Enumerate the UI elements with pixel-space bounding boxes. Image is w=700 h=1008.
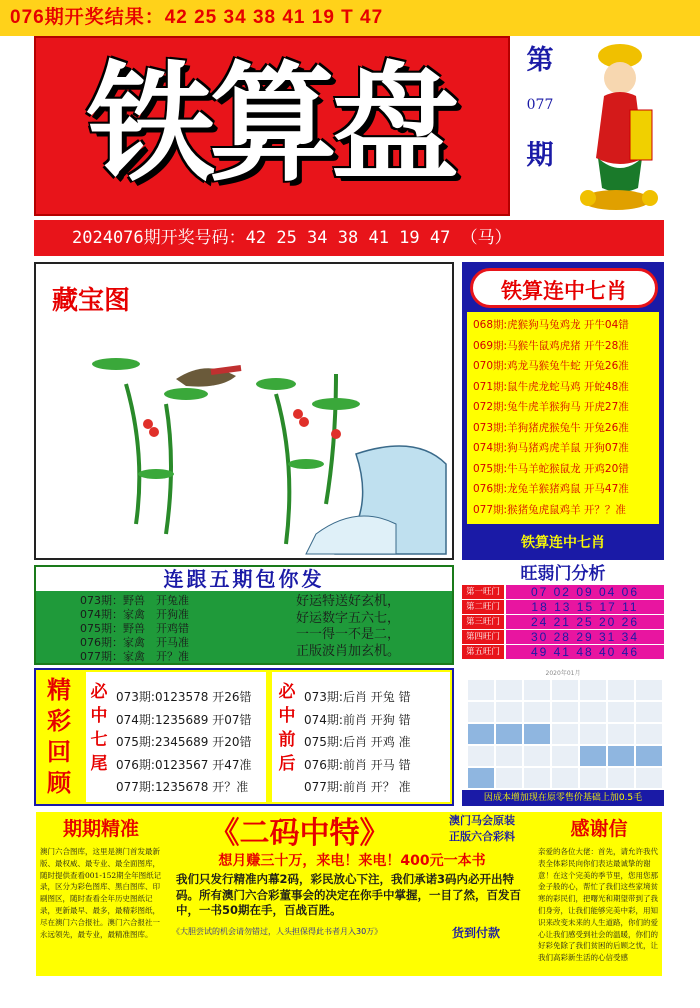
list-item: 069期:马猴牛鼠鸡虎猪 开牛28准 xyxy=(473,339,629,352)
calendar-grid xyxy=(462,676,664,790)
seven-zodiac-title: 铁算连中七肖 xyxy=(470,268,658,308)
tail-char: 必 xyxy=(90,682,108,702)
issue-number-box xyxy=(515,38,565,216)
list-item: 075期:2345689 开20错 xyxy=(116,735,252,749)
list-item: 074期：家禽 开狗准 xyxy=(80,608,189,621)
list-item: 077期：家禽 开？准 xyxy=(80,650,189,663)
strong-door-label: 第三旺门 xyxy=(462,615,504,629)
front-char: 中 xyxy=(278,706,296,726)
list-item: 074期:狗马猪鸡虎羊鼠 开狗07准 xyxy=(473,442,629,454)
strong-door-numbers: 24 21 25 20 26 xyxy=(506,615,664,629)
poem-line: 好运数字五六七， xyxy=(296,610,401,626)
strong-door-label: 第五旺门 xyxy=(462,645,504,659)
thanks-title: 感谢信 xyxy=(570,818,628,840)
list-item: 073期:后肖 开兔 错 xyxy=(304,690,411,704)
two-code-body: 我们只发行精准内幕2码，彩民放心下注，我们承诺3码内必开出特码。所有澳门六合彩董事会的决定在你手中掌握，一目了然，百发百中，一书50期在手，百战百胜。 xyxy=(176,872,521,917)
five-period-title: 连跟五期包你发 xyxy=(36,567,452,591)
strong-weak-title: 旺弱门分析 xyxy=(520,564,606,584)
strong-door-numbers: 49 41 48 40 46 xyxy=(506,645,664,659)
list-item: 074期:前肖 开狗 错 xyxy=(304,712,411,727)
accurate-text: 澳门六合图库，这里是澳门首发最新版、最权威、最专业、最全面图库，随时提供查看001-152期全年图纸记录，区分为彩色图库、黑白图库、印刷图区，随时查看全年历史图纸记录，更新最早、最多，最精彩图纸，尽在澳门六合报社。澳门六合报社一永远领先，最专业，最精准图库。 xyxy=(40,847,162,939)
front-char: 前 xyxy=(278,730,296,750)
seven-tail-list xyxy=(116,686,251,799)
seven-zodiac-list xyxy=(467,312,659,524)
five-period-list xyxy=(80,594,280,664)
strong-door-numbers: 07 02 09 04 06 xyxy=(506,585,664,599)
list-item: 070期:鸡龙马猴兔牛蛇 开兔26准 xyxy=(473,360,629,372)
strong-door-numbers: 30 28 29 31 34 xyxy=(506,630,664,644)
calendar-image xyxy=(462,668,664,790)
cash-on-delivery: 货到付款 xyxy=(452,926,501,940)
accurate-title: 期期精准 xyxy=(62,818,139,840)
strong-door-row xyxy=(462,600,664,614)
strong-door-row xyxy=(462,585,664,599)
list-item: 073期：野兽 开兔准 xyxy=(80,594,189,607)
strong-door-numbers: 18 13 15 17 11 xyxy=(506,600,664,614)
list-item: 077期:前肖 开？ 准 xyxy=(304,780,411,794)
treasure-map-title: 藏宝图 xyxy=(52,286,131,316)
review-label xyxy=(40,674,78,800)
review-char: 顾 xyxy=(47,768,71,797)
five-period-poem xyxy=(296,594,446,660)
strong-door-row xyxy=(462,645,664,659)
tail-char: 中 xyxy=(90,706,108,726)
list-item: 075期:后肖 开鸡 准 xyxy=(304,735,411,749)
two-code-subtitle: 正版六合彩料 xyxy=(449,830,515,843)
list-item: 076期:龙兔羊猴猪鸡鼠 开马47准 xyxy=(473,483,629,495)
list-item: 073期:0123578 开26错 xyxy=(116,690,252,704)
poem-line: 好运特送好玄机， xyxy=(296,594,401,609)
strong-door-row xyxy=(462,615,664,629)
thanks-text: 亲爱的各位大佬：首先，请允许我代表全体彩民向你们表达最诚挚的谢意！在这个完美的季节里，您用您那金子般的心，帮忙了我们这些家境贫寒的彩民们，把曙光和期望带到了我们身旁，让我们能够完美中彩，用知识来改变未来的人生道路，你们的爱心让我们感受到社会的温暖，你们的好彩免除了我们贫困的后顾之忧，让我们高彩新生活的心信受感 xyxy=(538,847,658,963)
review-char: 精 xyxy=(47,675,71,704)
two-code-footnote: 《大胆尝试的机会请勿错过，人头担保得此书者月入30万》 xyxy=(172,927,383,936)
price-notice: 因成本增加现在原零售价基础上加0.5毛 xyxy=(462,790,664,806)
list-item: 077期:猴猪兔虎鼠鸡羊 开？？准 xyxy=(473,503,626,516)
issue-suffix: 期 xyxy=(526,140,554,171)
strong-door-label: 第一旺门 xyxy=(462,585,504,599)
two-code-subtitle: 澳门马会原装 xyxy=(449,814,515,827)
review-char: 彩 xyxy=(47,706,71,735)
strong-door-label: 第四旺门 xyxy=(462,630,504,644)
front-back-label xyxy=(276,680,298,776)
seven-tail-label xyxy=(88,680,110,776)
list-item: 076期：家禽 开马准 xyxy=(80,636,189,649)
poem-line: 正版波肖加玄机。 xyxy=(296,643,401,659)
list-item: 068期:虎猴狗马兔鸡龙 开牛04错 xyxy=(473,319,629,331)
issue-number: 077 xyxy=(526,97,554,113)
list-item: 075期：野兽 开鸡错 xyxy=(80,622,189,635)
list-item: 072期:兔牛虎羊猴狗马 开虎27准 xyxy=(473,401,629,413)
poem-line: 一一得一不是二， xyxy=(296,627,401,642)
list-item: 075期:牛马羊蛇猴鼠龙 开鸡20错 xyxy=(473,462,629,475)
strong-door-label: 第二旺门 xyxy=(462,600,504,614)
fortune-god-illustration xyxy=(568,38,666,216)
review-char: 回 xyxy=(47,737,71,766)
list-item: 076期:前肖 开马 错 xyxy=(304,757,411,772)
front-back-list xyxy=(304,686,411,799)
two-code-slogan: 想月赚三十万，来电！来电！400元一本书 xyxy=(218,853,486,869)
draw-result-bar: 2024076期开奖号码：42 25 34 38 41 19 47 （马） xyxy=(34,220,664,256)
list-item: 074期:1235689 开07错 xyxy=(116,712,252,727)
list-item: 076期:0123567 开47准 xyxy=(116,757,252,772)
front-char: 必 xyxy=(278,682,296,702)
list-item: 073期:羊狗猪虎猴兔牛 开兔26准 xyxy=(473,421,629,434)
issue-prefix: 第 xyxy=(526,45,554,76)
front-char: 后 xyxy=(278,754,296,774)
tail-char: 尾 xyxy=(90,754,108,774)
calendar-title: 2020年01月 xyxy=(545,670,581,677)
page-title: 铁算盘 xyxy=(86,50,453,199)
top-result-banner: 076期开奖结果：42 25 34 38 41 19 T 47 xyxy=(0,0,700,36)
two-code-title: 《二码中特》 xyxy=(209,816,390,851)
list-item: 071期:鼠牛虎龙蛇马鸡 开蛇48准 xyxy=(473,380,629,393)
list-item: 077期:1235678 开？准 xyxy=(116,780,249,794)
seven-zodiac-footer: 铁算连中七肖 xyxy=(521,535,605,551)
tail-char: 七 xyxy=(90,730,108,750)
strong-door-row xyxy=(462,630,664,644)
